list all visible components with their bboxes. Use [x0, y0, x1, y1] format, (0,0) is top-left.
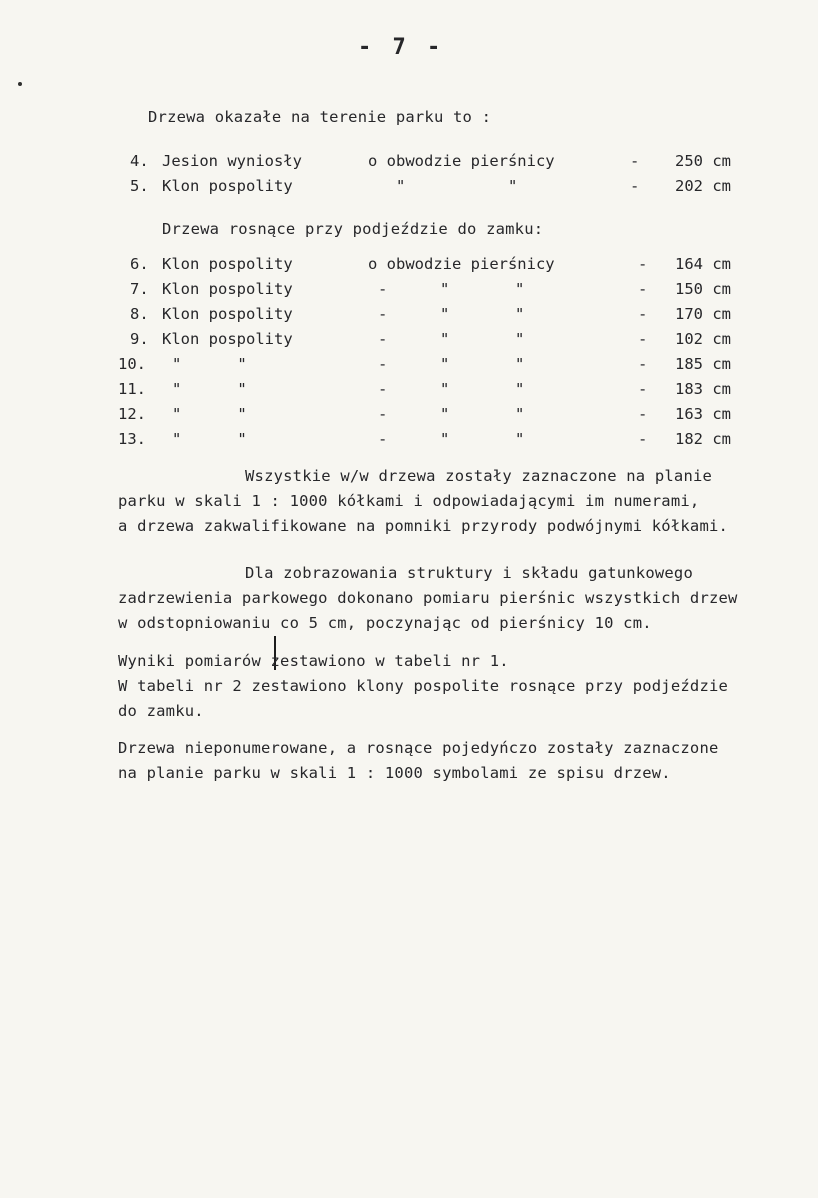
ditto-mark: " — [396, 177, 406, 195]
paragraph-line: w odstopniowaniu co 5 cm, poczynając od pierśnicy 10 cm. — [118, 614, 652, 632]
dash: - — [638, 380, 648, 398]
ditto-mark: " — [440, 305, 450, 323]
tree-name: Klon pospolity — [162, 177, 293, 195]
dash: - — [638, 405, 648, 423]
table-row — [0, 379, 731, 401]
circumference-value: 170 cm — [675, 305, 731, 323]
dash: - — [638, 305, 648, 323]
measure-desc: o obwodzie pierśnicy — [368, 255, 555, 273]
circumference-value: 185 cm — [675, 355, 731, 373]
row-number: 5. — [130, 177, 149, 195]
row-number: 7. — [130, 280, 149, 298]
circumference-value: 150 cm — [675, 280, 731, 298]
tree-name: " " — [172, 355, 247, 373]
ditto-mark: " — [440, 405, 450, 423]
measure-desc: o obwodzie pierśnicy — [368, 152, 555, 170]
dash: - — [638, 355, 648, 373]
row-number: 13. — [118, 430, 146, 448]
row-number: 6. — [130, 255, 149, 273]
tree-name: " " — [172, 430, 247, 448]
dash: - — [378, 430, 388, 448]
tree-name: Jesion wyniosły — [162, 152, 302, 170]
table-row — [0, 329, 731, 351]
table-row — [0, 176, 731, 198]
table-row — [0, 354, 731, 376]
ditto-mark: " — [440, 330, 450, 348]
circumference-value: 102 cm — [675, 330, 731, 348]
circumference-value: 202 cm — [675, 177, 731, 195]
table-row — [0, 254, 731, 276]
heading-driveway-trees: Drzewa rosnące przy podjeździe do zamku: — [162, 220, 544, 238]
paragraph-line: Wszystkie w/w drzewa zostały zaznaczone na planie — [245, 467, 713, 485]
paragraph-line: Dla zobrazowania struktury i składu gatunkowego — [245, 564, 693, 582]
dash: - — [638, 330, 648, 348]
paragraph-line: W tabeli nr 2 zestawiono klony pospolite rosnące przy podjeździe — [118, 677, 729, 695]
table-row — [0, 304, 731, 326]
ditto-mark: " — [440, 430, 450, 448]
dash: - — [638, 255, 648, 273]
row-number: 10. — [118, 355, 146, 373]
paragraph-line: Wyniki pomiarów zestawiono w tabeli nr 1. — [118, 652, 509, 670]
dash: - — [638, 280, 648, 298]
tree-name: Klon pospolity — [162, 305, 293, 323]
tree-name: " " — [172, 380, 247, 398]
ditto-mark: " — [515, 405, 525, 423]
dash: - — [378, 330, 388, 348]
dash: - — [378, 280, 388, 298]
page-number: - 7 - — [358, 35, 445, 60]
ditto-mark: " — [515, 330, 525, 348]
paragraph-line: na planie parku w skali 1 : 1000 symbolami ze spisu drzew. — [118, 764, 671, 782]
paragraph-line: do zamku. — [118, 702, 204, 720]
ditto-mark: " — [515, 280, 525, 298]
paragraph-line: parku w skali 1 : 1000 kółkami i odpowiadającymi im numerami, — [118, 492, 700, 510]
dash: - — [378, 405, 388, 423]
ditto-mark: " — [440, 380, 450, 398]
tree-name: Klon pospolity — [162, 330, 293, 348]
ditto-mark: " — [515, 430, 525, 448]
table-row — [0, 429, 731, 451]
row-number: 12. — [118, 405, 146, 423]
row-number: 8. — [130, 305, 149, 323]
table-row — [0, 151, 731, 173]
ditto-mark: " — [440, 280, 450, 298]
tree-name: Klon pospolity — [162, 280, 293, 298]
circumference-value: 183 cm — [675, 380, 731, 398]
dash: - — [630, 177, 640, 195]
ditto-mark: " — [515, 380, 525, 398]
tree-name: Klon pospolity — [162, 255, 293, 273]
paper-speck — [18, 82, 22, 86]
ditto-mark: " — [515, 305, 525, 323]
dash: - — [378, 380, 388, 398]
ditto-mark: " — [515, 355, 525, 373]
heading-notable-trees: Drzewa okazałe na terenie parku to : — [148, 108, 492, 126]
dash: - — [630, 152, 640, 170]
circumference-value: 250 cm — [675, 152, 731, 170]
table-row — [0, 404, 731, 426]
paragraph-line: Drzewa nieponumerowane, a rosnące pojedyńczo zostały zaznaczone — [118, 739, 719, 757]
table-row — [0, 279, 731, 301]
ditto-mark: " — [440, 355, 450, 373]
circumference-value: 163 cm — [675, 405, 731, 423]
tree-name: " " — [172, 405, 247, 423]
paragraph-line: a drzewa zakwalifikowane na pomniki przyrody podwójnymi kółkami. — [118, 517, 729, 535]
circumference-value: 164 cm — [675, 255, 731, 273]
circumference-value: 182 cm — [675, 430, 731, 448]
dash: - — [378, 355, 388, 373]
row-number: 4. — [130, 152, 149, 170]
paragraph-line: zadrzewienia parkowego dokonano pomiaru pierśnic wszystkich drzew — [118, 589, 738, 607]
row-number: 9. — [130, 330, 149, 348]
dash: - — [378, 305, 388, 323]
ditto-mark: " — [508, 177, 518, 195]
row-number: 11. — [118, 380, 146, 398]
dash: - — [638, 430, 648, 448]
